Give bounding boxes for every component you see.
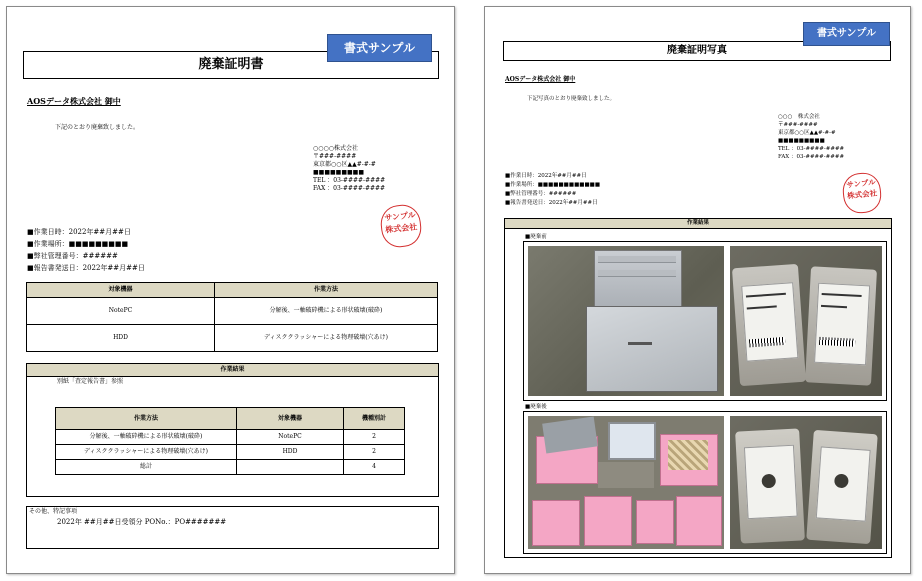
work-info bbox=[505, 172, 600, 208]
column-header: 対象機器 bbox=[237, 408, 344, 430]
company-postal: 〒###-#### bbox=[313, 153, 357, 160]
section-heading: 作業結果 bbox=[27, 364, 438, 377]
info-line: ■弊社管理番号：###### bbox=[505, 191, 577, 197]
company-address: 東京都○○区▲▲#-#-# bbox=[313, 161, 376, 168]
table-cell: 総計 bbox=[56, 460, 237, 475]
certificate-page bbox=[6, 6, 455, 574]
company-name: ○○○○株式会社 bbox=[313, 145, 358, 152]
company-masked: ■■■■■■■■■ bbox=[313, 169, 365, 176]
drilled-hdd-photo bbox=[730, 416, 882, 549]
company-address: 東京都○○区▲▲#-#-# bbox=[778, 130, 836, 136]
company-tel: TEL ：03-####-#### bbox=[778, 146, 845, 152]
table-cell: NotePC bbox=[27, 298, 215, 325]
intro-text: 下記のとおり廃棄致しました。 bbox=[55, 124, 140, 131]
column-header: 作業方法 bbox=[56, 408, 237, 430]
table-cell: 分解後、一軸破砕機による形状破壊(破砕) bbox=[215, 298, 438, 325]
intro-text: 下記写真のとおり廃棄致しました。 bbox=[527, 96, 616, 102]
table-cell: NotePC bbox=[237, 430, 344, 445]
recipient: AOSデータ株式会社 御中 bbox=[505, 76, 576, 83]
sample-badge: 書式サンプル bbox=[327, 34, 432, 62]
table-cell: ディスククラッシャーによる物理破壊(穴あけ) bbox=[215, 325, 438, 352]
device-method-table bbox=[26, 282, 438, 352]
results-section bbox=[26, 363, 439, 497]
page-title: 廃棄証明写真 bbox=[667, 45, 727, 56]
page-title: 廃棄証明書 bbox=[198, 57, 264, 72]
company-seal: サンプル 株式会社 bbox=[841, 171, 883, 215]
results-note: 別紙「査定報告書」参照 bbox=[57, 378, 124, 385]
info-line: ■作業場所：■■■■■■■■■■■■ bbox=[505, 182, 601, 188]
after-label: ■廃棄後 bbox=[525, 404, 547, 410]
table-cell bbox=[237, 460, 344, 475]
company-block bbox=[778, 113, 898, 161]
remarks-label: その他、特記事項 bbox=[29, 508, 78, 515]
company-fax: FAX ：03-####-#### bbox=[313, 185, 386, 192]
section-heading: 作業結果 bbox=[505, 219, 891, 229]
laptop-photo bbox=[528, 246, 724, 396]
photo-certificate-page bbox=[484, 6, 911, 574]
info-line: ■弊社管理番号：###### bbox=[27, 252, 118, 260]
remarks-section bbox=[26, 506, 439, 549]
shredded-parts-photo bbox=[528, 416, 724, 549]
info-line: ■作業日時：2022年##月##日 bbox=[505, 173, 587, 179]
company-seal: サンプル 株式会社 bbox=[379, 203, 423, 249]
info-line: ■報告書発送日：2022年##月##日 bbox=[27, 264, 145, 272]
table-cell: HDD bbox=[237, 445, 344, 460]
table-cell: 2 bbox=[344, 430, 405, 445]
company-postal: 〒###-#### bbox=[778, 122, 818, 128]
before-label: ■廃棄前 bbox=[525, 234, 547, 240]
company-name: ○○○ 株式会社 bbox=[778, 114, 820, 120]
info-line: ■作業日時：2022年##月##日 bbox=[27, 228, 131, 236]
results-table bbox=[55, 407, 405, 475]
company-tel: TEL ：03-####-#### bbox=[313, 177, 386, 184]
company-block bbox=[313, 145, 433, 193]
company-fax: FAX ：03-####-#### bbox=[778, 154, 845, 160]
hdd-photo bbox=[730, 246, 882, 396]
table-cell: 2 bbox=[344, 445, 405, 460]
column-header: 機種別計 bbox=[344, 408, 405, 430]
table-cell: 分解後、一軸破砕機による形状破壊(破砕) bbox=[56, 430, 237, 445]
company-masked: ■■■■■■■■■ bbox=[778, 138, 825, 144]
column-header: 作業方法 bbox=[215, 283, 438, 298]
after-photo-frame bbox=[523, 411, 887, 554]
photo-results-section bbox=[504, 218, 892, 558]
info-line: ■報告書発送日：2022年##月##日 bbox=[505, 200, 598, 206]
table-cell: HDD bbox=[27, 325, 215, 352]
work-info bbox=[27, 226, 145, 274]
table-cell: 4 bbox=[344, 460, 405, 475]
column-header: 対象機器 bbox=[27, 283, 215, 298]
remarks-text: 2022年 ##月##日受領分 PONo.：PO####### bbox=[57, 518, 227, 526]
before-photo-frame bbox=[523, 241, 887, 401]
info-line: ■作業場所：■■■■■■■■■ bbox=[27, 240, 129, 248]
recipient: AOSデータ株式会社 御中 bbox=[27, 96, 121, 106]
table-cell: ディスククラッシャーによる物理破壊(穴あけ) bbox=[56, 445, 237, 460]
sample-badge: 書式サンプル bbox=[803, 22, 890, 46]
